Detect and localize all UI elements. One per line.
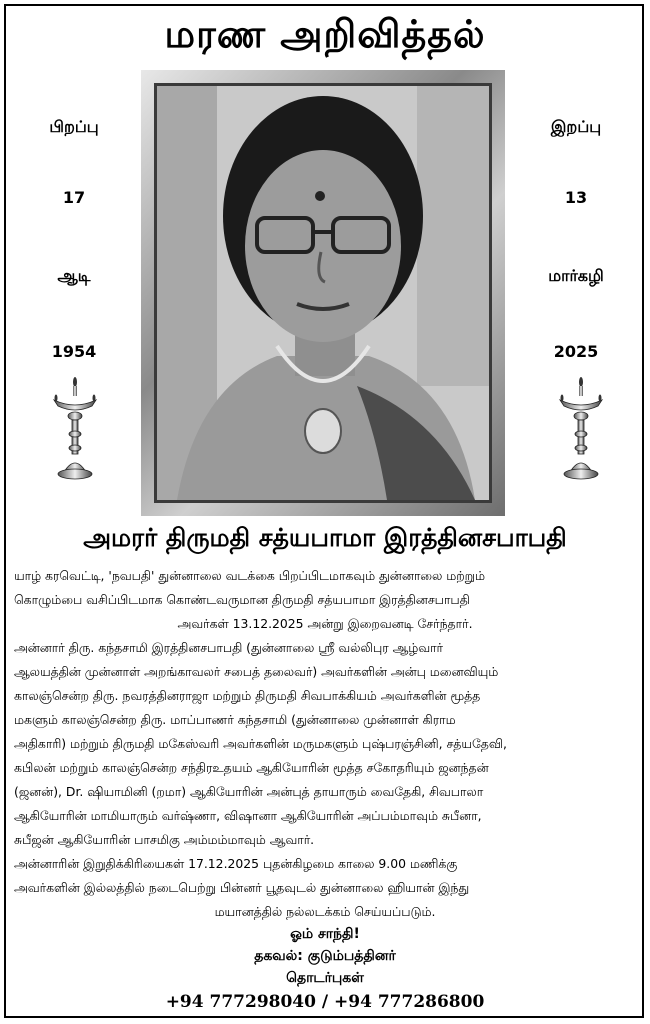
om-shanti: ஓம் சாந்தி! — [290, 926, 360, 942]
funeral-line: அன்னாரின் இறுதிக்கிரியைகள் 17.12.2025 புதன்கிழமை காலை 9.00 மணிக்கு — [14, 856, 458, 871]
family-line: கபிலன் மற்றும் காலஞ்சென்ற சந்திரஉதயம் ஆகியோரின் மூத்த சகோதரியும் ஜனந்தன் — [14, 760, 489, 775]
notice-title: மரண அறிவித்தல் — [164, 12, 486, 56]
family-line: மகளும் காலஞ்சென்ற திரு. மாப்பாணர் கந்தசாமி (துன்னாலை முன்னாள் கிராம — [14, 712, 456, 727]
funeral-paragraph — [14, 852, 636, 924]
oil-lamp-icon-right — [556, 376, 606, 480]
funeral-line: மயானத்தில் நல்லடக்கம் செய்யப்படும். — [214, 904, 436, 919]
portrait-frame — [141, 70, 505, 516]
family-line: (ஜனன்), Dr. ஷியாமினி (றமா) ஆகியோரின் அன்புத் தாயாரும் வைதேகி, சிவபாலா — [14, 784, 484, 799]
family-line: அதிகாரி) மற்றும் திருமதி மகேஸ்வரி அவர்களின் மருமகளும் புஷ்பரஞ்சினி, சத்யதேவி, — [14, 736, 507, 751]
family-line: சுபீஜன் ஆகியோரின் பாசமிகு அம்மம்மாவும் ஆவார். — [14, 832, 315, 847]
contacts-label: தொடர்புகள் — [286, 970, 364, 986]
family-line: ஆலயத்தின் முன்னாள் அறங்காவலர் சபைத் தலைவர்) அவர்களின் அன்பு மனைவியும் — [14, 664, 499, 679]
family-paragraph — [14, 636, 636, 852]
death-year: 2025 — [553, 342, 599, 361]
portrait-image — [157, 86, 489, 500]
birth-year: 1954 — [51, 342, 97, 361]
birth-month: ஆடி — [57, 266, 91, 285]
info-line: தகவல்: குடும்பத்தினர் — [254, 948, 396, 964]
oil-lamp-icon-left — [50, 376, 100, 480]
contact-phones: +94 777298040 / +94 777286800 — [165, 992, 485, 1012]
deceased-name: அமரர் திருமதி சத்யபாமா இரத்தினசபாபதி — [83, 523, 567, 552]
death-month: மார்கழி — [548, 266, 604, 285]
intro-line: யாழ் கரவெட்டி, 'நவபதி' துன்னாலை வடக்கை பிறப்பிடமாகவும் துன்னாலை மற்றும் — [14, 568, 485, 583]
portrait-photo — [154, 83, 492, 503]
intro-paragraph — [14, 564, 636, 636]
family-line: அன்னார் திரு. கந்தசாமி இரத்தினசபாபதி (துன்னாலை ஸ்ரீ வல்லிபுர ஆழ்வார் — [14, 640, 444, 655]
family-line: காலஞ்சென்ற திரு. நவரத்தினராஜா மற்றும் திருமதி சிவபாக்கியம் அவர்களின் மூத்த — [14, 688, 481, 703]
funeral-line: அவர்களின் இல்லத்தில் நடைபெற்று பின்னர் பூதவுடல் துன்னாலை ஹியான் இந்து — [14, 880, 470, 895]
intro-line: கொழும்பை வசிப்பிடமாக கொண்டவருமான திருமதி சத்யபாமா இரத்தினசபாபதி — [14, 592, 470, 607]
birth-day: 17 — [62, 188, 86, 207]
death-day: 13 — [564, 188, 588, 207]
death-label: இறப்பு — [550, 117, 602, 136]
birth-label: பிறப்பு — [49, 117, 99, 136]
intro-line: அவர்கள் 13.12.2025 அன்று இறைவனடி சேர்ந்தார். — [177, 616, 473, 631]
family-line: ஆகியோரின் மாமியாரும் வர்ஷ்ணா, விஷானா ஆகியோரின் அப்பம்மாவும் சுபீனா, — [14, 808, 482, 823]
